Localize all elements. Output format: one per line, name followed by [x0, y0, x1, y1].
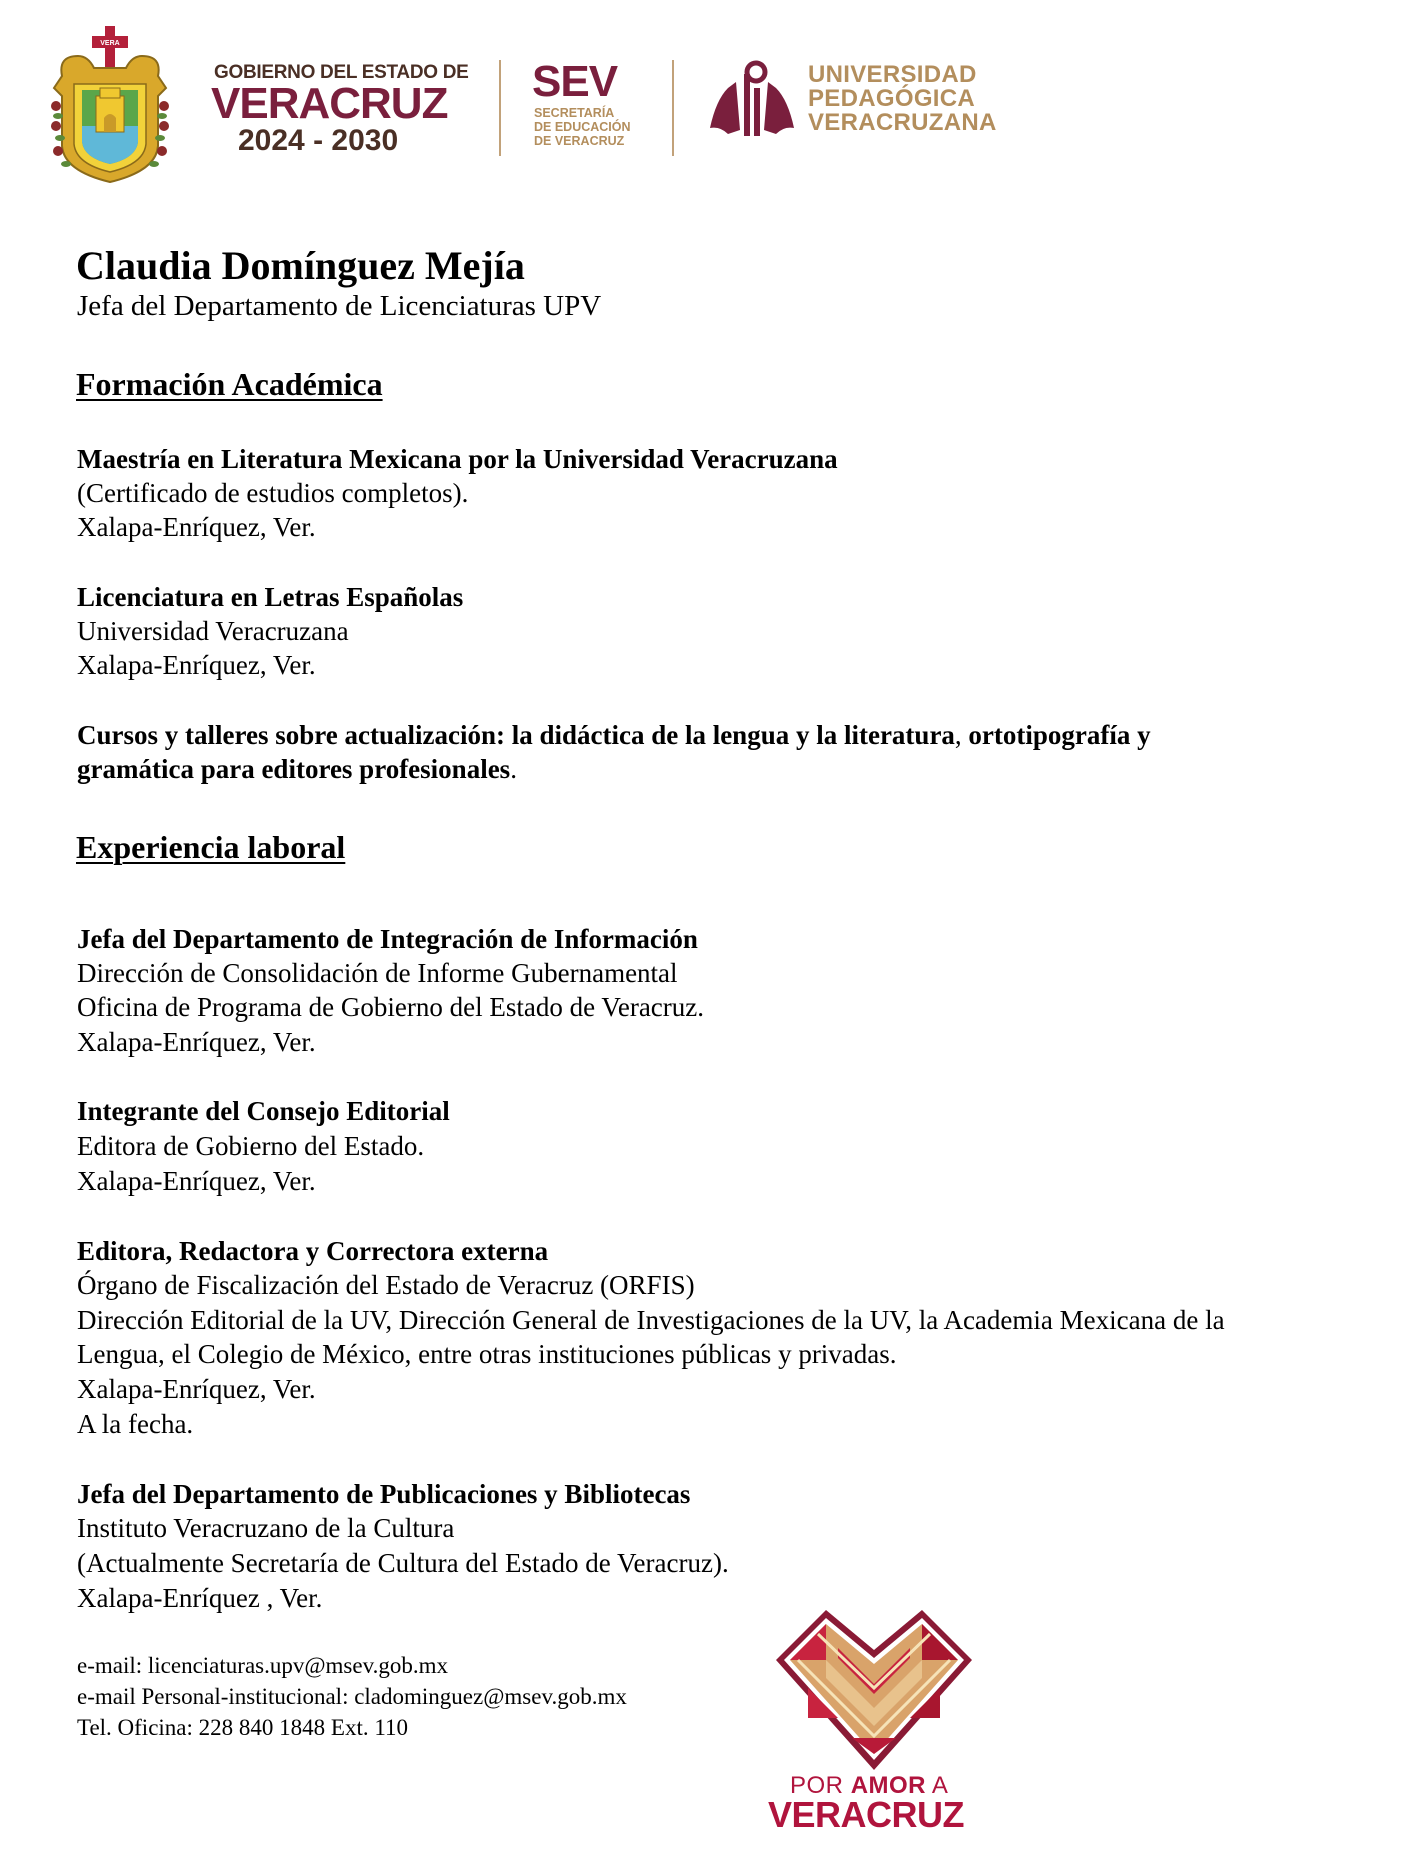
contact-email: e-mail: licenciaturas.upv@msev.gob.mx — [77, 1653, 448, 1678]
upv-wordmark-line: PEDAGÓGICA — [808, 85, 976, 112]
job-detail: Dirección Editorial de la UV, Dirección General de Investigaciones de la UV, la Academia Mexicana de la — [77, 1305, 1225, 1335]
sev-subtitle-line: DE VERACRUZ — [534, 134, 625, 148]
job-detail: Xalapa-Enríquez , Ver. — [77, 1583, 323, 1613]
education-detail: (Certificado de estudios completos). — [77, 478, 469, 508]
person-position: Jefa del Departamento de Licenciaturas UPV — [77, 290, 602, 322]
education-title: Licenciatura en Letras Españolas — [77, 582, 464, 612]
upv-book-icon — [706, 60, 798, 138]
job-title: Jefa del Departamento de Publicaciones y Bibliotecas — [77, 1479, 691, 1509]
job-detail: Órgano de Fiscalización del Estado de Veracruz (ORFIS) — [77, 1270, 695, 1300]
por-amor-a-veracruz-heart-logo — [768, 1588, 980, 1778]
logo-divider — [499, 60, 501, 156]
person-name: Claudia Domínguez Mejía — [76, 243, 525, 288]
job-detail: Instituto Veracruzano de la Cultura — [77, 1513, 455, 1543]
job-title: Integrante del Consejo Editorial — [77, 1096, 450, 1126]
job-detail: Lengua, el Colegio de México, entre otras instituciones públicas y privadas. — [77, 1339, 897, 1369]
job-title: Editora, Redactora y Correctora externa — [77, 1236, 549, 1266]
veracruz-coat-of-arms-logo — [48, 26, 172, 184]
courses-line — [77, 718, 1151, 752]
upv-wordmark-line: UNIVERSIDAD — [808, 61, 977, 88]
job-detail: Xalapa-Enríquez, Ver. — [77, 1027, 316, 1057]
courses-comma: , — [954, 720, 962, 750]
veracruz-wordmark: VERACRUZ — [768, 1794, 965, 1835]
por-text: POR — [790, 1772, 851, 1799]
education-detail: Universidad Veracruzana — [77, 616, 349, 646]
amor-text: AMOR — [850, 1772, 927, 1799]
gobierno-line1: GOBIERNO DEL ESTADO DE — [214, 62, 469, 83]
section-heading-formacion: Formación Académica — [76, 366, 383, 402]
sev-wordmark: SEV — [532, 57, 618, 106]
job-detail: Dirección de Consolidación de Informe Gubernamental — [77, 958, 678, 988]
logo-divider — [672, 60, 674, 156]
education-detail: Xalapa-Enríquez, Ver. — [77, 650, 316, 680]
courses-text: Cursos y talleres sobre actualización: la didáctica de la lengua y la literatura — [77, 720, 955, 750]
job-detail: (Actualmente Secretaría de Cultura del Estado de Veracruz). — [77, 1548, 729, 1578]
courses-text: ortotipografía y — [961, 720, 1151, 750]
gobierno-period: 2024 - 2030 — [238, 124, 399, 157]
job-detail: Xalapa-Enríquez, Ver. — [77, 1166, 316, 1196]
job-detail: Editora de Gobierno del Estado. — [77, 1131, 425, 1161]
courses-text: gramática para editores profesionales — [77, 754, 511, 784]
sev-subtitle-line: SECRETARÍA — [534, 106, 615, 120]
education-title: Maestría en Literatura Mexicana por la Universidad Veracruzana — [77, 444, 838, 474]
upv-wordmark-line: VERACRUZANA — [808, 109, 997, 136]
job-detail: A la fecha. — [77, 1409, 194, 1439]
courses-line — [77, 752, 517, 786]
education-detail: Xalapa-Enríquez, Ver. — [77, 512, 316, 542]
sev-subtitle-line: DE EDUCACIÓN — [534, 120, 631, 134]
section-heading-experiencia: Experiencia laboral — [76, 829, 346, 865]
courses-period: . — [510, 754, 517, 784]
contact-email-personal: e-mail Personal-institucional: cladominguez@msev.gob.mx — [77, 1684, 627, 1709]
job-title: Jefa del Departamento de Integración de Información — [77, 924, 698, 954]
shield-label: VERA — [100, 40, 120, 47]
gobierno-veracruz-wordmark: VERACRUZ — [211, 79, 448, 128]
job-detail: Xalapa-Enríquez, Ver. — [77, 1374, 316, 1404]
contact-phone: Tel. Oficina: 228 840 1848 Ext. 110 — [77, 1715, 408, 1740]
a-text: A — [926, 1772, 949, 1799]
job-detail: Oficina de Programa de Gobierno del Estado de Veracruz. — [77, 992, 705, 1022]
